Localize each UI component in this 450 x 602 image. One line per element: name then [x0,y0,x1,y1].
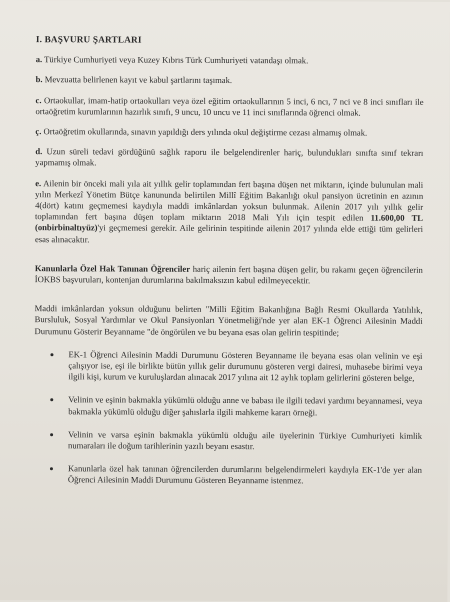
item-letter: c. [35,94,42,105]
item-letter: e. [35,177,42,188]
item-text: Mevzuatta belirlenen kayıt ve kabul şartlarını taşımak. [42,74,233,86]
special-rights-lead: Kanunlarla Özel Hak Tanınan Öğrenciler [34,262,191,274]
item-text: 'yi geçmemesi gerekir. Aile gelirinin tespitinde ailenin 2017 yılında elde ettiği tüm gelirleri esas alınacaktır. [34,222,424,245]
special-rights-paragraph [35,263,423,287]
item-text: Ailenin bir önceki mali yıla ait yıllık gelir toplamından fert başına düşen net miktarın, içinde bulunulan mali yılın Merkezî Yönetim Bütçe kanununda belirtilen Millî Eğitim Bakanlığı okul pansiyon ücretinin en azının 4(dört) katını geçmemesi kaydıyla maddi imkânlardan yoksun bulunmak. Ailenin 2017 yılı yıllık gelir toplamından fert başına düşen toplam miktarın 2018 Mali Yılı için tespit edilen [35,177,424,223]
requirement-d [35,146,423,170]
requirement-e [35,178,423,247]
item-letter: b. [35,74,43,85]
item-letter: ç. [35,126,42,137]
list-item: • Kanunlarla özel hak tanınan öğrencilerden durumlarını belgelendirmeleri kaydıyla EK-1'de yer alan Öğrenci Ailesinin Maddi Durumunu Gösteren Beyanname istenmez. [62,464,422,488]
list-item: • Velinin ve eşinin bakmakla yükümlü olduğu anne ve babası ile ilgili tedavi yardımı beyannamesi, veya bakmakla yükümlü olduğu diğer şahıslarla ilgili mahkeme kararı örneği. [62,395,422,419]
item-text: Ortaöğretim okullarında, sınavın yapıldığı ders yılında okul değiştirme cezası almamış olmak. [41,126,368,138]
requirement-c [35,95,423,119]
income-limit: 11.600,00 TL (onbirbinaltıyüz) [34,212,424,233]
special-rights-text: hariç ailenin fert başına düşen gelir, bu rakamı geçen öğrencilerin İOKBS başvuruları, kontenjan durumlarına bakılmaksızın kabul edilmeyecektir. [34,263,423,286]
item-text: Türkiye Cumhuriyeti veya Kuzey Kıbrıs Türk Cumhuriyeti vatandaşı olmak. [42,54,309,66]
section-title: I. BAŞVURU ŞARTLARI [35,34,142,45]
item-text: Ortaokullar, imam-hatip ortaokulları veya özel eğitim ortaokullarının 5 inci, 6 ncı, 7 nci ve 8 inci sınıfları ile ortaöğretim kurumlarının hazırlık sınıfı, 9 uncu, 10 uncu ve 11 inci sınıflarında öğrenci olmak. [35,94,424,118]
document-list [34,349,423,488]
item-letter: d. [35,146,43,157]
list-item: • Velinin ve varsa eşinin bakmakla yükümlü olduğu aile üyelerinin Türkiye Cumhuriyeti kimlik numaraları ile doğum tarihlerinin yazılı beyanı esastır. [62,429,422,453]
declaration-paragraph: Maddi imkânlardan yoksun olduğunu belirten "Milli Eğitim Bakanlığına Bağlı Resmi Okullarda Yatılılık, Bursluluk, Sosyal Yardımlar ve Okul Pansiyonları Yönetmeliği'nde yer alan EK-1 Öğrenci Ailesinin Maddi Durumunu Gösterir Beyanname "de öngörülen ve bu beyana esas olan gelirin tespitinde; [34,303,423,338]
requirement-b [36,75,424,88]
item-text: Uzun süreli tedavi gördüğünü sağlık raporu ile belgelendirenler hariç, bulundukları sınıfta sınıf tekrarı yapmamış olmak. [35,146,424,168]
item-letter: a. [35,54,43,65]
list-item: • EK-1 Öğrenci Ailesinin Maddi Durumunu Gösteren Beyanname ile beyana esas olan velinin ve eşi çalışıyor ise, eşi ile birlikte bütün yıllık gelir durumunu gösteren vergi dairesi, muhasebe birimi veya ilgili kişi, kurum ve kuruluşlardan alınacak 2017 yılına ait 12 aylık toplam gelirlerini gösteren belge, [62,349,422,384]
requirement-c-cedilla [35,126,423,139]
requirement-a [36,54,424,67]
